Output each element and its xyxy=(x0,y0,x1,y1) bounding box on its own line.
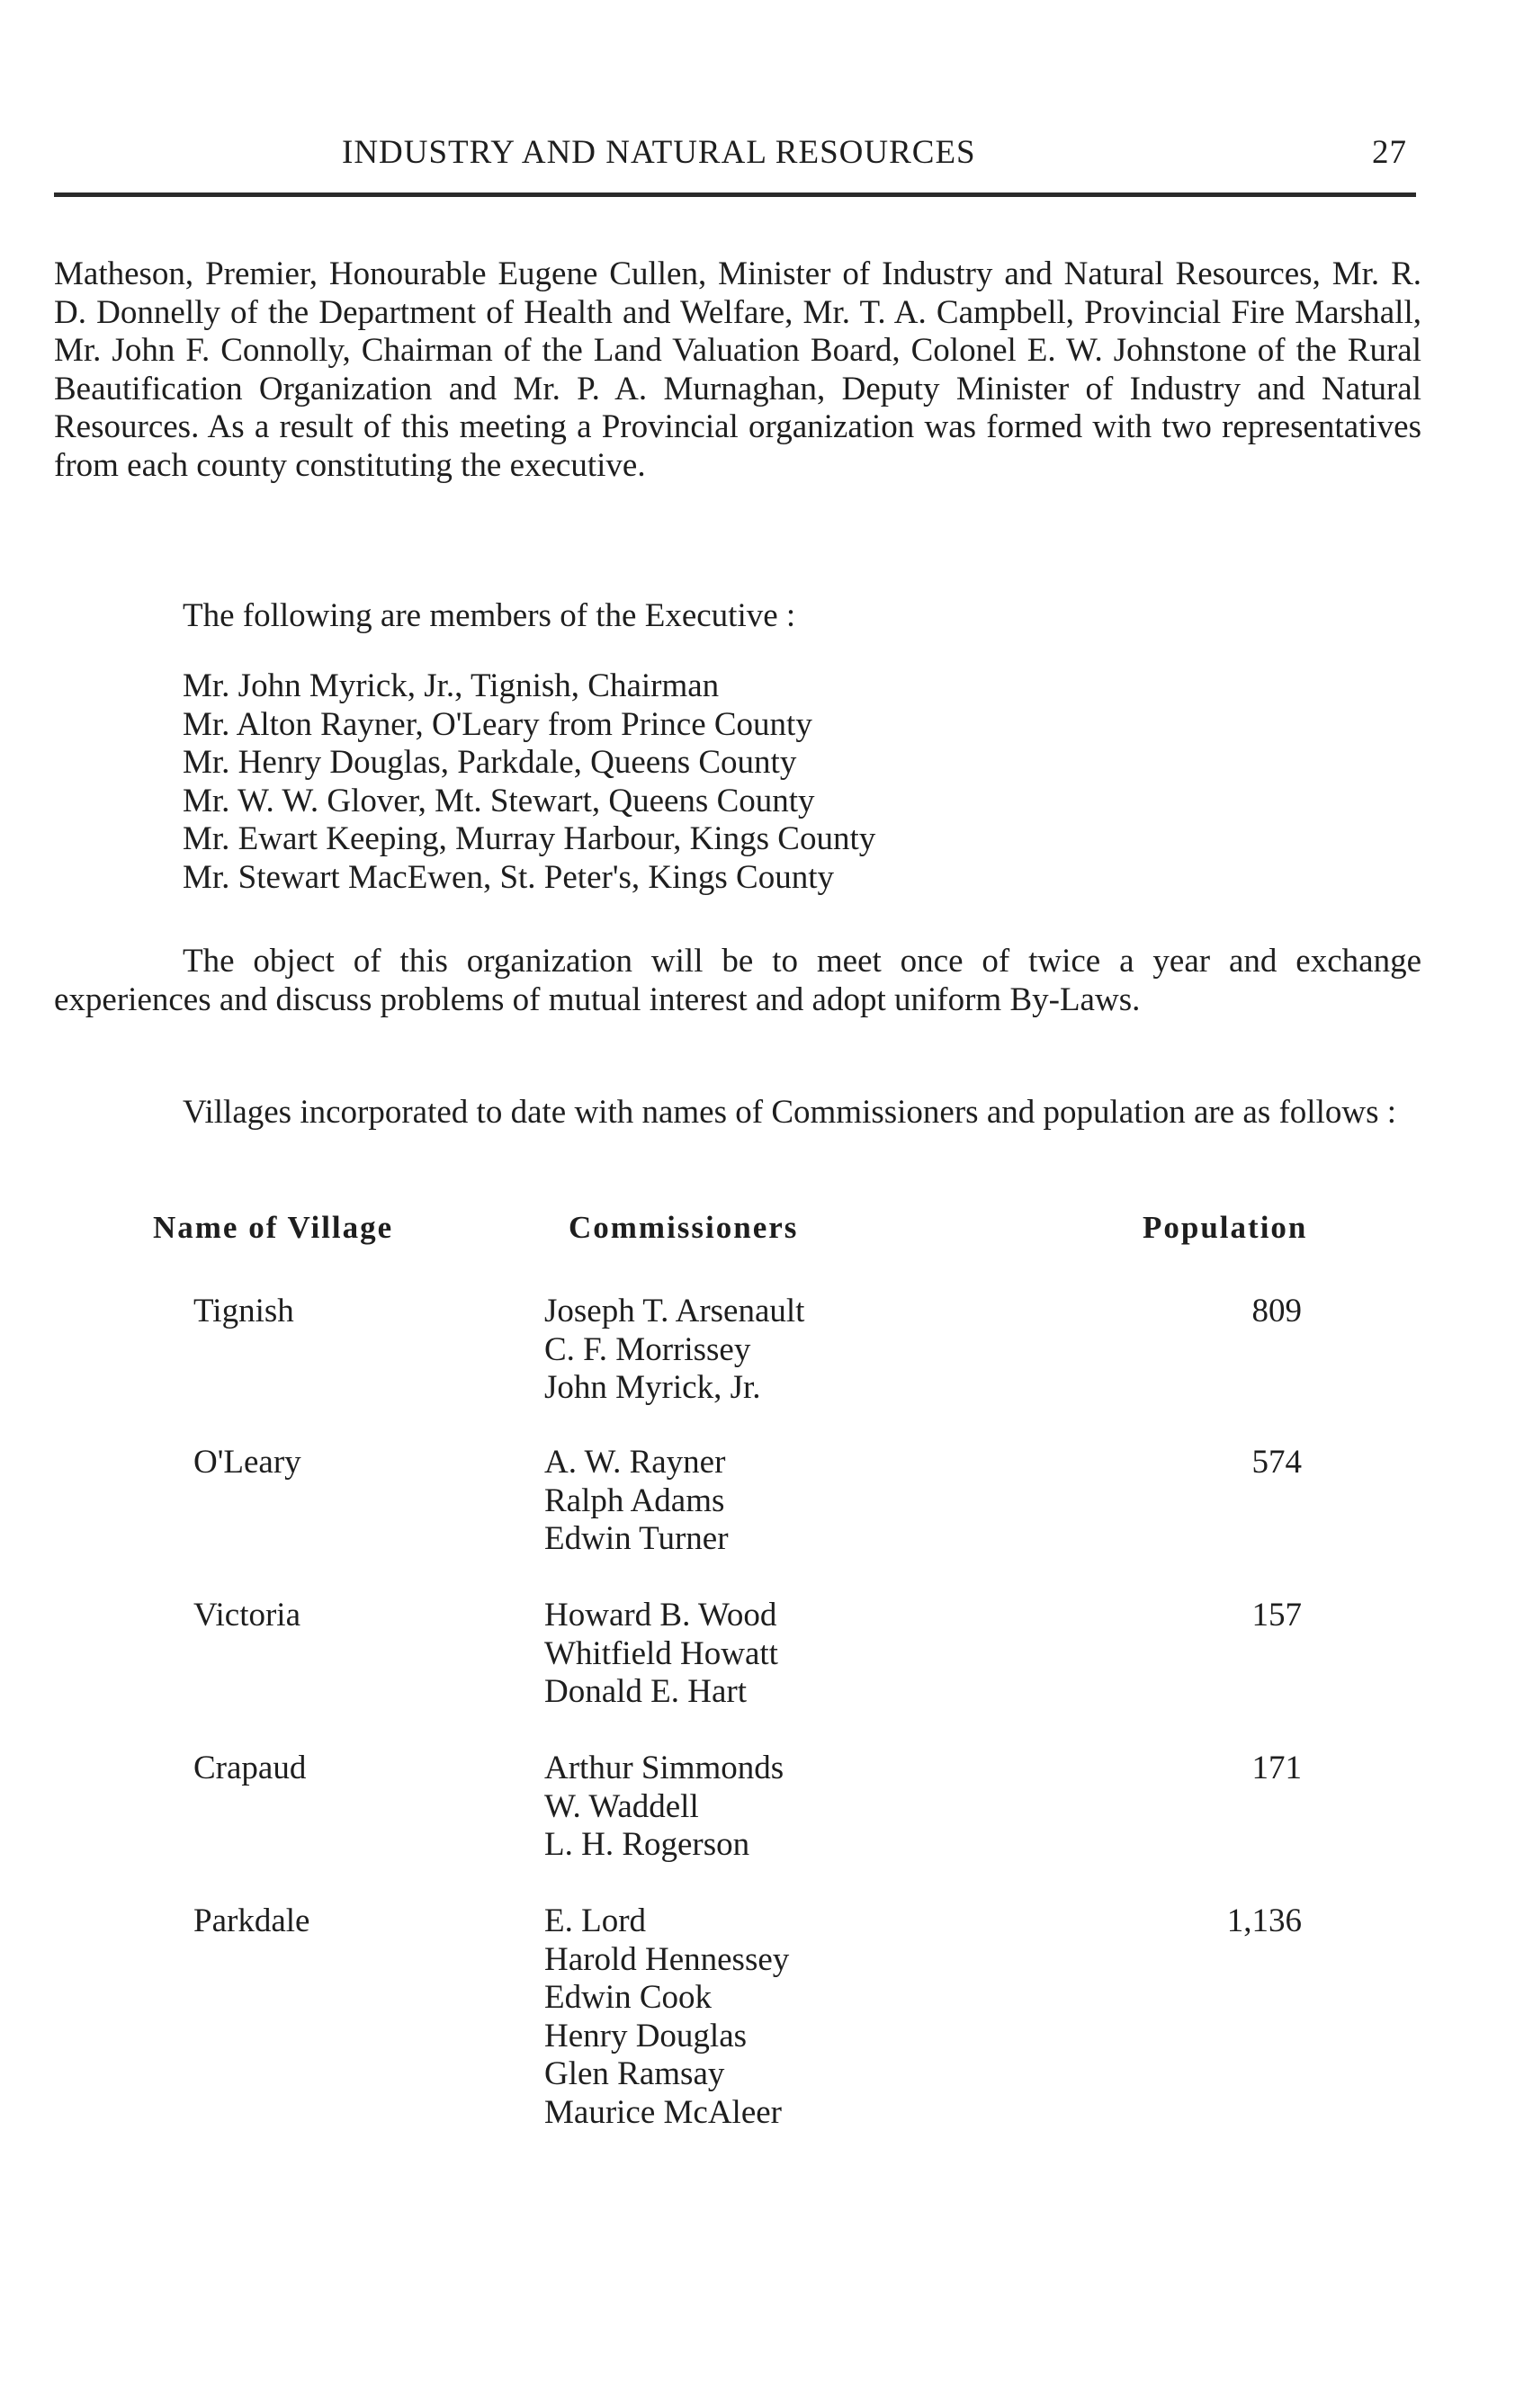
commissioner-name: Joseph T. Arsenault xyxy=(544,1293,805,1329)
commissioner-name: Edwin Cook xyxy=(544,1979,713,2016)
commissioner-name: Whitfield Howatt xyxy=(544,1634,778,1672)
column-header-village: Name of Village xyxy=(153,1210,394,1245)
commissioner-name: Henry Douglas xyxy=(544,2017,748,2054)
commissioner-list xyxy=(544,1597,778,1712)
commissioner-name: Harold Hennessey xyxy=(544,1940,790,1978)
column-header-commissioners: Commissioners xyxy=(569,1210,799,1245)
member-item: Mr. John Myrick, Jr., Tignish, Chairman xyxy=(183,667,720,704)
commissioner-list xyxy=(544,1902,789,2132)
village-name: Parkdale xyxy=(193,1902,310,1939)
commissioner-name: C. F. Morrissey xyxy=(544,1330,751,1368)
running-title: INDUSTRY AND NATURAL RESOURCES xyxy=(342,134,976,171)
commissioner-name: A. W. Rayner xyxy=(544,1444,726,1481)
commissioner-name: John Myrick, Jr. xyxy=(544,1369,761,1406)
village-name: O'Leary xyxy=(193,1444,301,1481)
commissioner-list xyxy=(544,1750,784,1865)
paragraph-villages-intro: Villages incorporated to date with names of Commissioners and population are as follows : xyxy=(183,1094,1397,1131)
member-item: Mr. W. W. Glover, Mt. Stewart, Queens County xyxy=(183,782,815,819)
village-population: 157 xyxy=(1251,1597,1302,1634)
commissioner-name: L. H. Rogerson xyxy=(544,1826,750,1863)
running-header xyxy=(54,133,1416,187)
paragraph-executive-intro: The following are members of the Executive : xyxy=(183,597,796,634)
village-population: 809 xyxy=(1251,1293,1302,1329)
commissioner-name: Glen Ramsay xyxy=(544,2055,725,2092)
member-item: Mr. Ewart Keeping, Murray Harbour, Kings County xyxy=(183,820,876,857)
header-rule xyxy=(54,192,1416,197)
commissioner-name: Arthur Simmonds xyxy=(544,1750,784,1786)
commissioner-name: Donald E. Hart xyxy=(544,1673,748,1710)
commissioner-name: Howard B. Wood xyxy=(544,1597,777,1634)
village-name: Crapaud xyxy=(193,1750,307,1786)
commissioner-name: Edwin Turner xyxy=(544,1520,729,1557)
paragraph-object: The object of this organization will be to meet once of twice a year and exchange experiences and discuss problems of mutual interest and adopt uniform By-Laws. xyxy=(54,943,1421,1018)
member-item: Mr. Stewart MacEwen, St. Peter's, Kings County xyxy=(183,858,834,896)
executive-members-list xyxy=(183,667,875,897)
commissioner-list xyxy=(544,1293,804,1408)
member-item: Mr. Alton Rayner, O'Leary from Prince County xyxy=(183,705,812,743)
page-number: 27 xyxy=(1372,134,1407,171)
commissioner-name: W. Waddell xyxy=(544,1787,699,1825)
commissioner-name: Ralph Adams xyxy=(544,1482,725,1519)
village-population: 1,136 xyxy=(1226,1902,1302,1939)
commissioner-name: Maurice McAleer xyxy=(544,2093,783,2131)
paragraph-committee: Matheson, Premier, Honourable Eugene Cullen, Minister of Industry and Natural Resources, Mr. R. D. Donnelly of the Department of Health and Welfare, Mr. T. A. Campbell, Provincial Fire Marshall, Mr. John F. Connolly, Chairman of the Land Valuation Board, Colonel E. W. Johnstone of the Rural Beautification Organization and Mr. P. A. Murnaghan, Deputy Minister of Industry and Natural Resources. As a result of this meeting a Provincial organization was formed with two representatives from each county constituting the executive. xyxy=(54,255,1421,484)
village-name: Tignish xyxy=(193,1293,294,1329)
commissioner-list xyxy=(544,1444,729,1559)
village-name: Victoria xyxy=(193,1597,301,1634)
village-population: 171 xyxy=(1251,1750,1302,1786)
commissioner-name: E. Lord xyxy=(544,1902,647,1939)
member-item: Mr. Henry Douglas, Parkdale, Queens County xyxy=(183,744,797,781)
column-header-population: Population xyxy=(1143,1210,1308,1245)
village-population: 574 xyxy=(1251,1444,1302,1481)
